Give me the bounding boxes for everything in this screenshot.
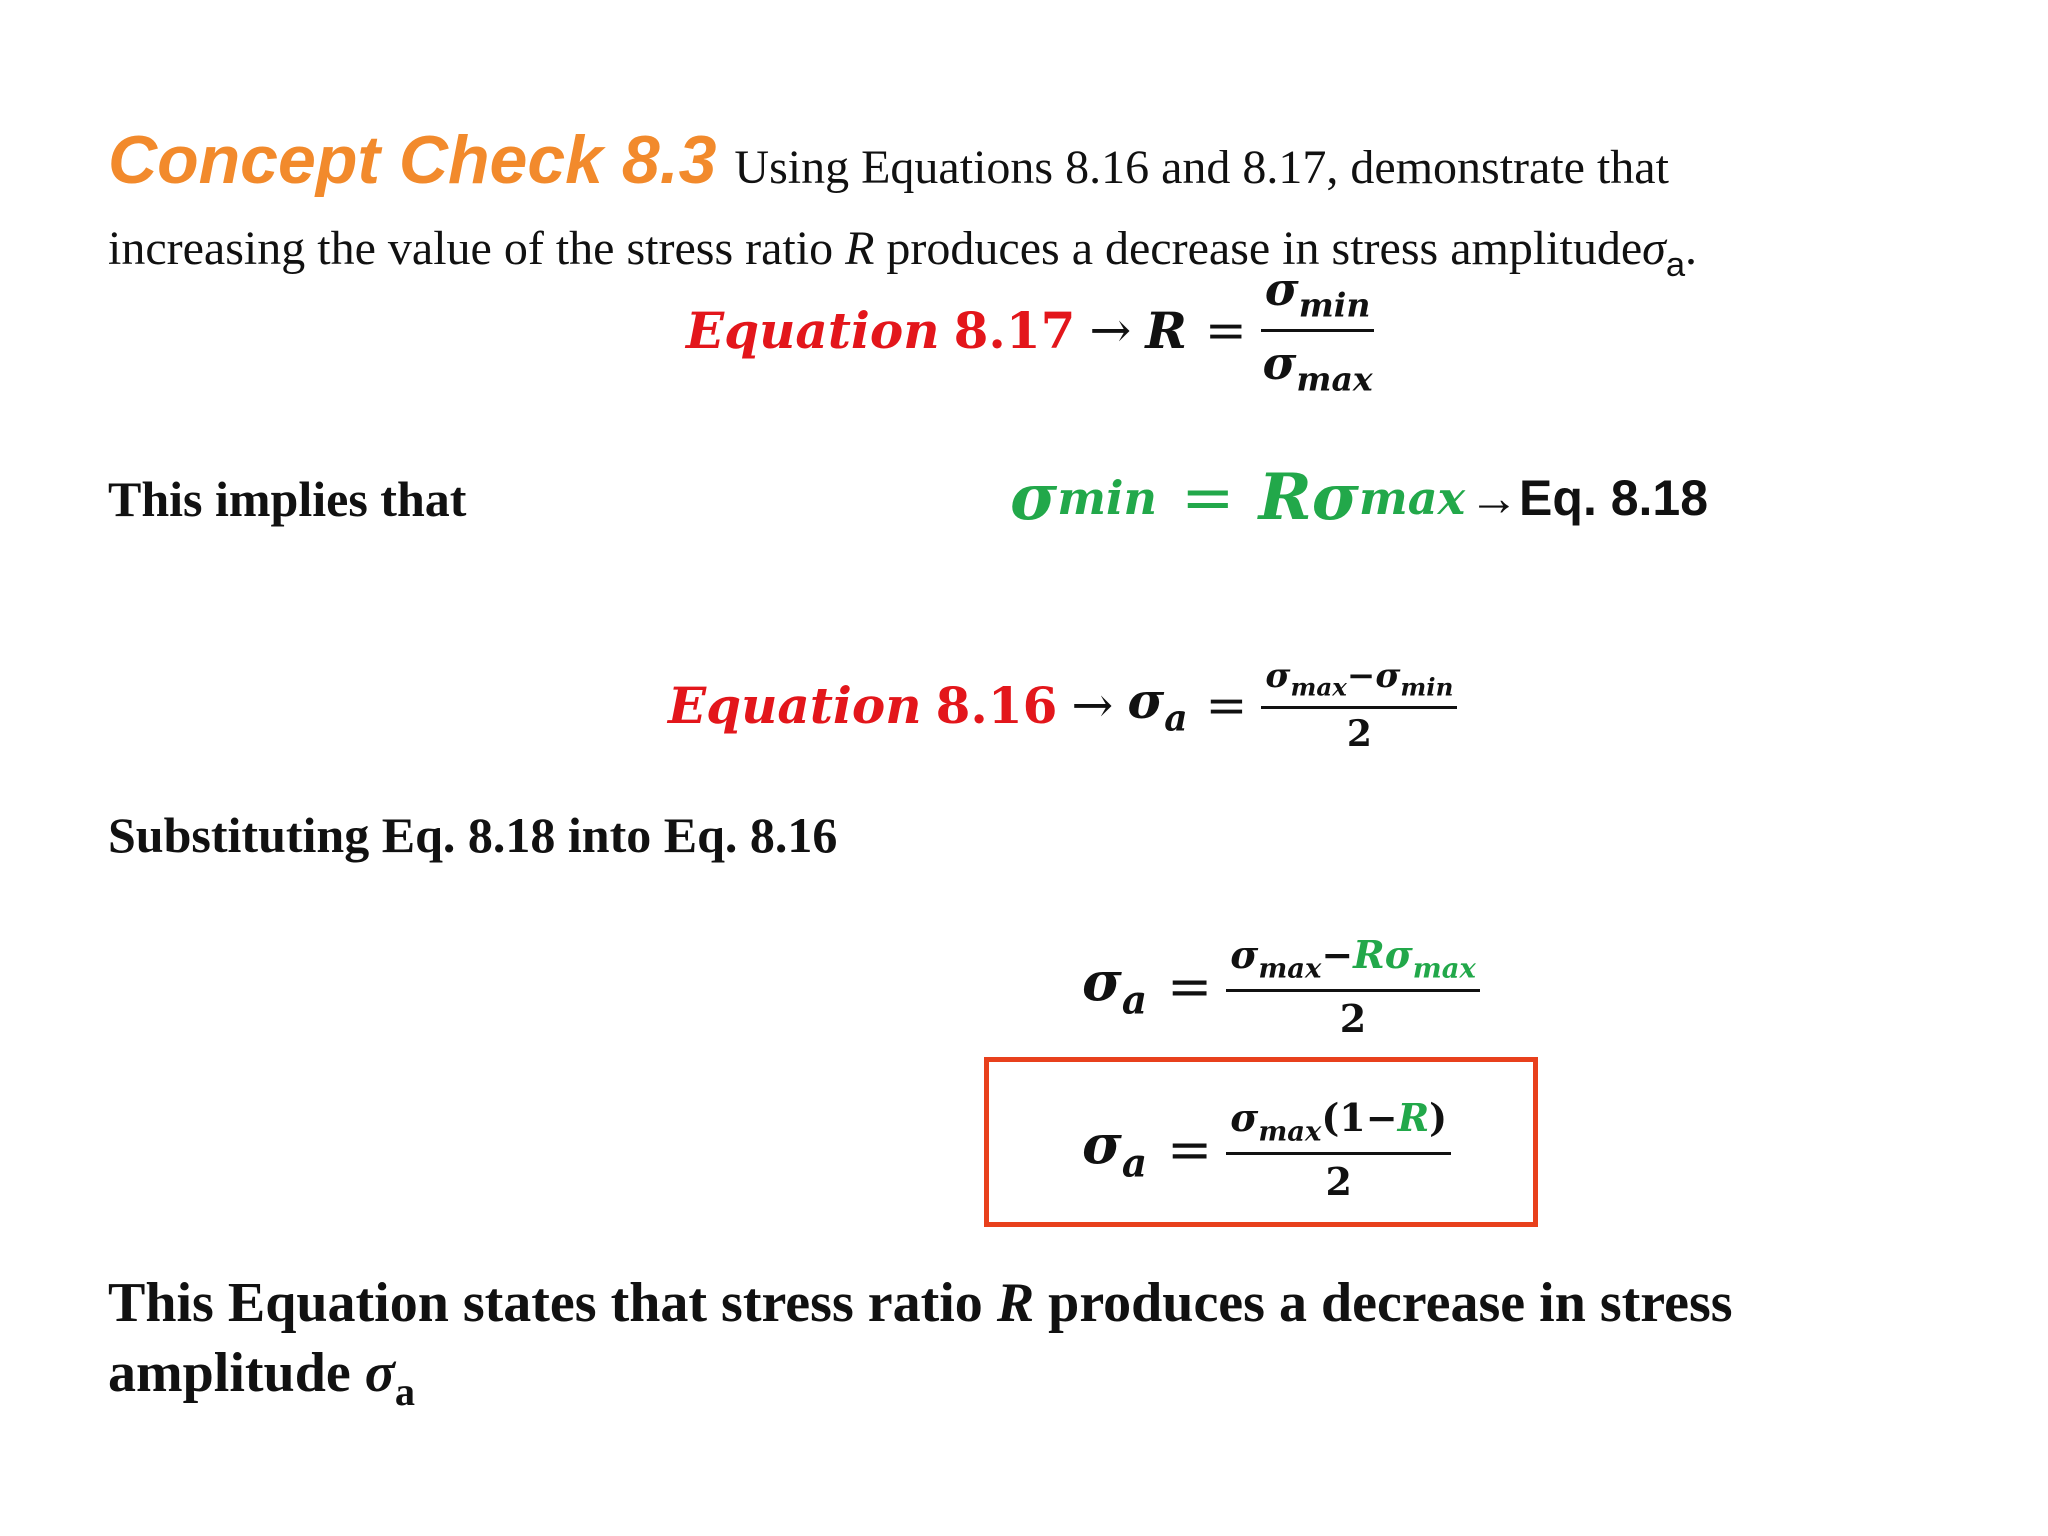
eq816-equals: = (1205, 676, 1248, 735)
intro-line-2-start: increasing the value of the stress ratio (108, 222, 834, 275)
conclusion-line-1-end: produces a decrease in stress (1048, 1272, 1733, 1334)
final-result-equation (1082, 1095, 1451, 1204)
eq816-fraction (1261, 656, 1457, 755)
step1-numerator: $\sigma_{max}-R\sigma_{max}$ (1226, 932, 1479, 992)
eq818-tag: →Eq. 8.18 (1469, 469, 1709, 526)
eq816-number: 8.16 (935, 675, 1058, 735)
eq817-lhs-r: R (1145, 300, 1187, 360)
implies-text: This implies that (108, 471, 467, 527)
equation-8-16 (668, 656, 1457, 755)
eq817-number: 8.17 (953, 300, 1076, 360)
step1-denominator: 2 (1339, 995, 1367, 1041)
eq817-denominator: $\sigma_{max}$ (1262, 335, 1373, 399)
intro-line-1: Using Equations 8.16 and 8.17, demonstrate that (734, 141, 1669, 194)
step1-fraction (1226, 932, 1479, 1041)
conclusion-line-1-start: This Equation states that stress ratio (108, 1272, 983, 1334)
intro-sigma-subscript: a (1665, 246, 1686, 285)
substituting-text: Substituting Eq. 8.18 into Eq. 8.16 (108, 807, 838, 863)
boxed-lhs: $\sigma_a$ (1082, 1111, 1148, 1187)
eq816-numerator: $\sigma_{max}-\sigma_{min}$ (1261, 656, 1457, 709)
intro-line-2-middle: produces a decrease in stress amplitude (886, 222, 1643, 275)
eq818-sub-min: min (1057, 470, 1157, 525)
eq817-label: Equation (686, 300, 940, 360)
equation-8-17 (686, 262, 1374, 398)
equation-8-18 (1010, 460, 1708, 535)
boxed-numerator: $\sigma_{max}(1-R)$ (1226, 1095, 1451, 1155)
eq817-fraction (1261, 262, 1375, 398)
step1-lhs: $\sigma_a$ (1082, 948, 1148, 1024)
intro-stress-ratio-symbol: R (845, 222, 875, 275)
eq816-label: Equation (668, 675, 922, 735)
conclusion-sigma-symbol: σ (364, 1342, 395, 1404)
eq818-sigma: σ (1010, 460, 1058, 535)
conclusion-line-2-start: amplitude (108, 1342, 351, 1404)
substitution-step (1082, 932, 1480, 1041)
concept-check-title: Concept Check 8.3 (108, 122, 717, 198)
eq816-lhs: $\sigma_a$ (1127, 670, 1188, 740)
intro-period: . (1685, 222, 1698, 275)
eq817-arrow: → (1089, 301, 1132, 360)
boxed-denominator: 2 (1325, 1158, 1352, 1204)
eq818-equals: = (1180, 460, 1235, 535)
conclusion-sigma-subscript: a (394, 1369, 416, 1415)
eq817-equals: = (1204, 301, 1247, 360)
eq816-denominator: 2 (1346, 712, 1372, 755)
eq816-arrow: → (1071, 676, 1114, 735)
eq818-sub-max: max (1358, 470, 1466, 525)
eq817-numerator: $\sigma_{min}$ (1261, 262, 1375, 332)
step1-equals: = (1167, 954, 1213, 1018)
conclusion-r-symbol: R (996, 1272, 1035, 1334)
eq818-r-sigma: Rσ (1258, 460, 1359, 535)
intro-sigma-symbol: σ (1642, 222, 1666, 275)
conclusion-paragraph (108, 1268, 1988, 1427)
boxed-equals: = (1167, 1117, 1213, 1181)
boxed-fraction (1226, 1095, 1451, 1204)
